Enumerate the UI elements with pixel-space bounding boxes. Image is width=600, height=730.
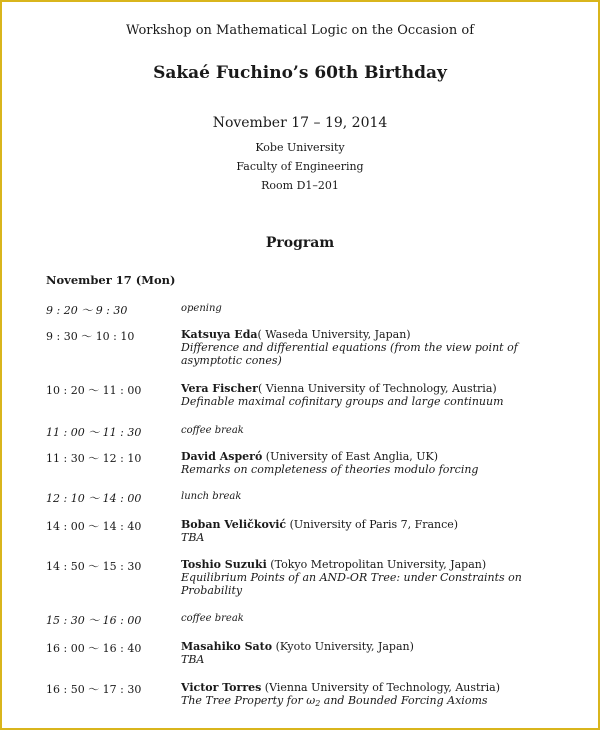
session-time: 11 : 30 〜 12 : 10 (46, 452, 142, 465)
speaker-name: Boban Veličković (181, 518, 287, 531)
talk-entry (181, 681, 566, 710)
talk-title: Definable maximal cofinitary groups and large continuum (181, 395, 504, 408)
talk-title: Equilibrium Points of an AND-OR Tree: under Constraints on Probability (181, 571, 522, 597)
speaker-name: Victor Torres (181, 681, 262, 694)
talk-entry (181, 518, 566, 544)
day-heading: November 17 (Mon) (46, 273, 176, 287)
omega-symbol: ω (306, 694, 316, 707)
speaker-affiliation: (Tokyo Metropolitan University, Japan) (266, 558, 487, 571)
session-time: 10 : 20 〜 11 : 00 (46, 384, 142, 397)
speaker-name: Masahiko Sato (181, 640, 273, 653)
session-time: 12 : 10 〜 14 : 00 (46, 492, 142, 505)
talk-entry (181, 328, 566, 367)
omega-subscript: 2 (315, 699, 321, 708)
session-time: 11 : 00 〜 11 : 30 (46, 426, 142, 439)
session-time: 9 : 30 〜 10 : 10 (46, 330, 135, 343)
talk-title: TBA (181, 531, 205, 544)
talk-title: TBA (181, 653, 205, 666)
break-label: coffee break (181, 613, 244, 624)
speaker-name: Toshio Suzuki (181, 558, 267, 571)
speaker-affiliation: ( Waseda University, Japan) (257, 328, 411, 341)
session-time: 9 : 20 〜 9 : 30 (46, 304, 128, 317)
workshop-subtitle: Workshop on Mathematical Logic on the Occasion of (125, 23, 475, 38)
talk-title (181, 694, 566, 710)
speaker-affiliation: ( Vienna University of Technology, Austria) (257, 382, 497, 395)
session-time: 16 : 50 〜 17 : 30 (46, 683, 142, 696)
speaker-affiliation: (University of Paris 7, France) (286, 518, 459, 531)
talk-entry (181, 450, 566, 476)
break-label: lunch break (181, 491, 242, 502)
program-heading: Program (265, 235, 335, 251)
location-university: Kobe University (255, 141, 345, 154)
workshop-title: Sakaé Fuchino’s 60th Birthday (153, 63, 447, 83)
session-time: 16 : 00 〜 16 : 40 (46, 642, 142, 655)
speaker-affiliation: (Vienna University of Technology, Austria) (261, 681, 501, 694)
session-time: 14 : 00 〜 14 : 40 (46, 520, 142, 533)
talk-title-start: The Tree Property for (181, 694, 307, 707)
talk-entry (181, 382, 566, 408)
speaker-affiliation: (Kyoto University, Japan) (272, 640, 414, 653)
speaker-name: Katsuya Eda (181, 328, 258, 341)
break-label: coffee break (181, 425, 244, 436)
speaker-affiliation: (University of East Anglia, UK) (262, 450, 439, 463)
location-faculty: Faculty of Engineering (236, 160, 364, 173)
speaker-name: David Asperó (181, 450, 263, 463)
talk-entry (181, 558, 566, 597)
talk-title: Difference and differential equations (from the view point of asymptotic cones) (181, 341, 518, 367)
talk-title: Remarks on completeness of theories modulo forcing (181, 463, 479, 476)
break-label: opening (181, 303, 222, 314)
workshop-dates: November 17 – 19, 2014 (212, 115, 388, 131)
session-time: 14 : 50 〜 15 : 30 (46, 560, 142, 573)
talk-entry (181, 640, 566, 666)
speaker-name: Vera Fischer (181, 382, 258, 395)
talk-title-end: and Bounded Forcing Axioms (320, 694, 488, 707)
location-room: Room D1–201 (261, 179, 339, 192)
session-time: 15 : 30 〜 16 : 00 (46, 614, 142, 627)
